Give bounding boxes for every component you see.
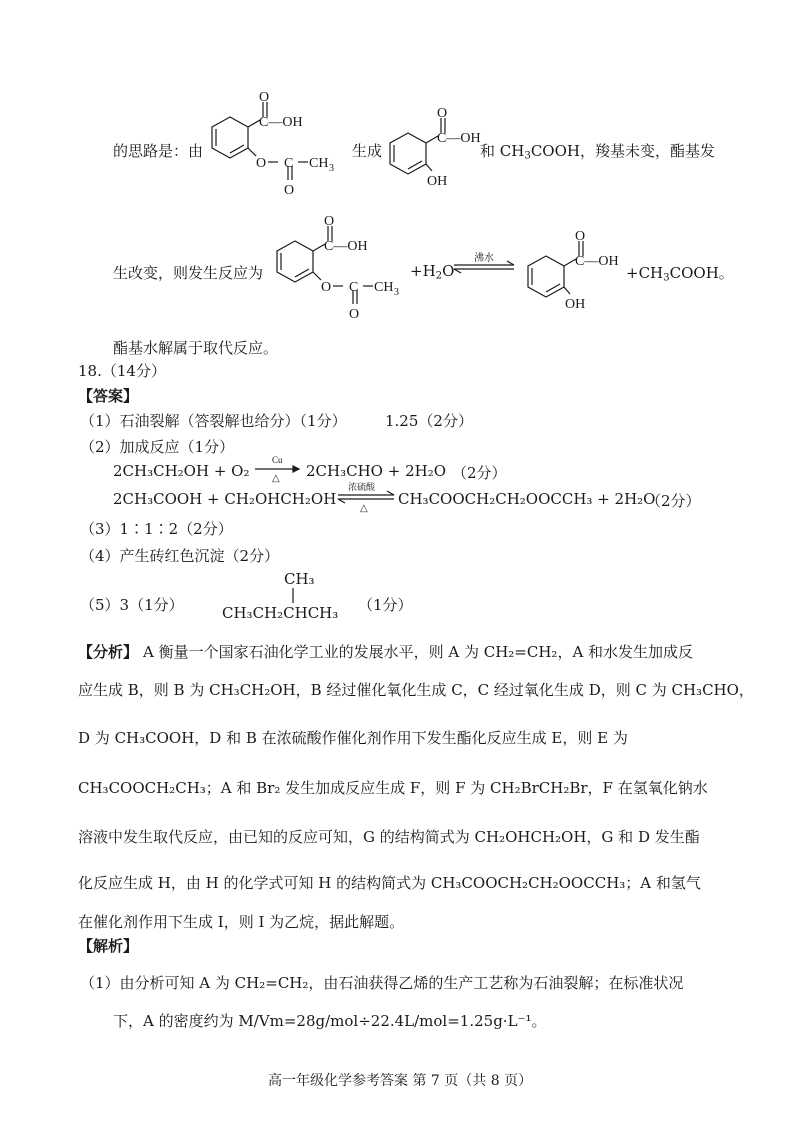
question-number: 18.（14分） xyxy=(78,362,166,380)
aspirin-structure-2 xyxy=(265,216,415,326)
equilibrium-arrow xyxy=(452,250,518,278)
aspirin-structure xyxy=(200,92,350,202)
plus-water: $+H_2O$ xyxy=(410,262,455,282)
analysis-line-5: 溶液中发生取代反应，由已知的反应可知，G 的结构简式为 CH₂OHCH₂OH，G 和 D 发生酯 xyxy=(78,828,700,846)
svg-text:沸水: 沸水 xyxy=(474,253,494,264)
eq2-left: 2CH₃COOH + CH₂OHCH₂OH xyxy=(113,490,337,508)
acetic-acid-product: $+CH_3COOH$。 xyxy=(626,264,734,284)
analysis-line-3: D 为 CH₃COOH，D 和 B 在浓硫酸作催化剂作用下发生酯化反应生成 E，则 E 为 xyxy=(78,729,628,747)
svg-text:O: O xyxy=(259,92,270,105)
eq1-arrow xyxy=(253,454,303,486)
svg-text:O: O xyxy=(575,229,586,244)
analysis-line-6: 化反应生成 H，由 H 的化学式可知 H 的结构简式为 CH₃COOCH₂CH₂OOCCH₃；A 和氢气 xyxy=(78,874,701,892)
branch-bond xyxy=(290,588,296,604)
answer-1: （1）石油裂解（答裂解也给分）（1分） xyxy=(80,412,347,430)
eq1-score: （2分） xyxy=(452,464,507,482)
analysis-line-2: 应生成 B，则 B 为 CH₃CH₂OH，B 经过催化氧化生成 C，C 经过氧化生成 D，则 C 为 CH₃CHO， xyxy=(78,681,754,699)
main-chain: CH₃CH₂CHCH₃ xyxy=(222,604,339,622)
svg-text:C—OH: C—OH xyxy=(575,254,619,269)
eq2-right: CH₃COOCH₂CH₂OOCCH₃ + 2H₂O xyxy=(398,490,656,508)
svg-text:OH: OH xyxy=(427,174,448,189)
solution-heading: 【解析】 xyxy=(78,937,139,955)
svg-text:O: O xyxy=(321,280,332,295)
solution-line-2: 下，A 的密度约为 M/Vm=28g/mol÷22.4L/mol=1.25g·L⁻¹。 xyxy=(113,1012,547,1030)
svg-text:3: 3 xyxy=(329,163,334,174)
eq1-right: 2CH₃CHO + 2H₂O xyxy=(306,462,447,480)
svg-text:浓硫酸: 浓硫酸 xyxy=(348,483,376,493)
svg-text:CH: CH xyxy=(309,156,329,171)
svg-text:Cu: Cu xyxy=(272,455,283,465)
svg-text:△: △ xyxy=(272,473,280,484)
svg-text:C—OH: C—OH xyxy=(437,131,481,146)
eq1-left: 2CH₃CH₂OH + O₂ xyxy=(113,462,250,480)
salicylic-acid-structure xyxy=(380,105,490,195)
answer-3: （3）1∶1∶2（2分） xyxy=(80,520,233,538)
salicylic-acid-structure-2 xyxy=(518,228,628,318)
svg-text:3: 3 xyxy=(394,287,399,298)
svg-text:O: O xyxy=(284,183,295,198)
intro-text-2: 生成 xyxy=(352,142,383,160)
eq2-arrow xyxy=(336,480,398,514)
methyl-branch: CH₃ xyxy=(284,570,315,588)
analysis-line-7: 在催化剂作用下生成 I，则 I 为乙烷，据此解题。 xyxy=(78,913,405,931)
answer-heading: 【答案】 xyxy=(78,387,139,405)
answer-5: （5）3（1分） xyxy=(80,596,184,614)
svg-text:O: O xyxy=(437,106,448,121)
intro-text-4: 生改变，则发生反应为 xyxy=(113,264,264,282)
analysis-heading: 【分析】 xyxy=(78,643,139,661)
svg-text:△: △ xyxy=(360,503,368,514)
analysis-line-4: CH₃COOCH₂CH₃；A 和 Br₂ 发生加成反应生成 F，则 F 为 CH₂BrCH₂Br，F 在氢氧化钠水 xyxy=(78,779,708,797)
svg-text:CH: CH xyxy=(374,280,394,295)
svg-text:O: O xyxy=(349,307,360,322)
analysis-line-1: A 衡量一个国家石油化学工业的发展水平，则 A 为 CH₂=CH₂，A 和水发生加成反 xyxy=(143,643,694,661)
answer-4: （4）产生砖红色沉淀（2分） xyxy=(80,547,280,565)
answer-5-score: （1分） xyxy=(358,596,413,614)
svg-text:OH: OH xyxy=(565,297,586,312)
intro-text-3: 和 $CH_3COOH$，羧基未变，酯基发 xyxy=(480,142,715,162)
svg-text:C: C xyxy=(349,280,359,295)
svg-text:O: O xyxy=(256,156,267,171)
svg-text:C—OH: C—OH xyxy=(324,239,368,254)
intro-text-5: 酯基水解属于取代反应。 xyxy=(113,339,279,357)
eq2-score: （2分） xyxy=(646,492,701,510)
solution-line-1: （1）由分析可知 A 为 CH₂=CH₂，由石油获得乙烯的生产工艺称为石油裂解；在标准状况 xyxy=(80,974,684,992)
answer-2: （2）加成反应（1分） xyxy=(80,438,235,456)
svg-text:C: C xyxy=(284,156,294,171)
page-footer: 高一年级化学参考答案 第 7 页（共 8 页） xyxy=(268,1073,533,1089)
svg-text:C—OH: C—OH xyxy=(259,115,303,130)
svg-text:O: O xyxy=(324,216,335,229)
intro-text-1: 的思路是：由 xyxy=(113,142,204,160)
answer-1-value: 1.25（2分） xyxy=(385,412,473,430)
